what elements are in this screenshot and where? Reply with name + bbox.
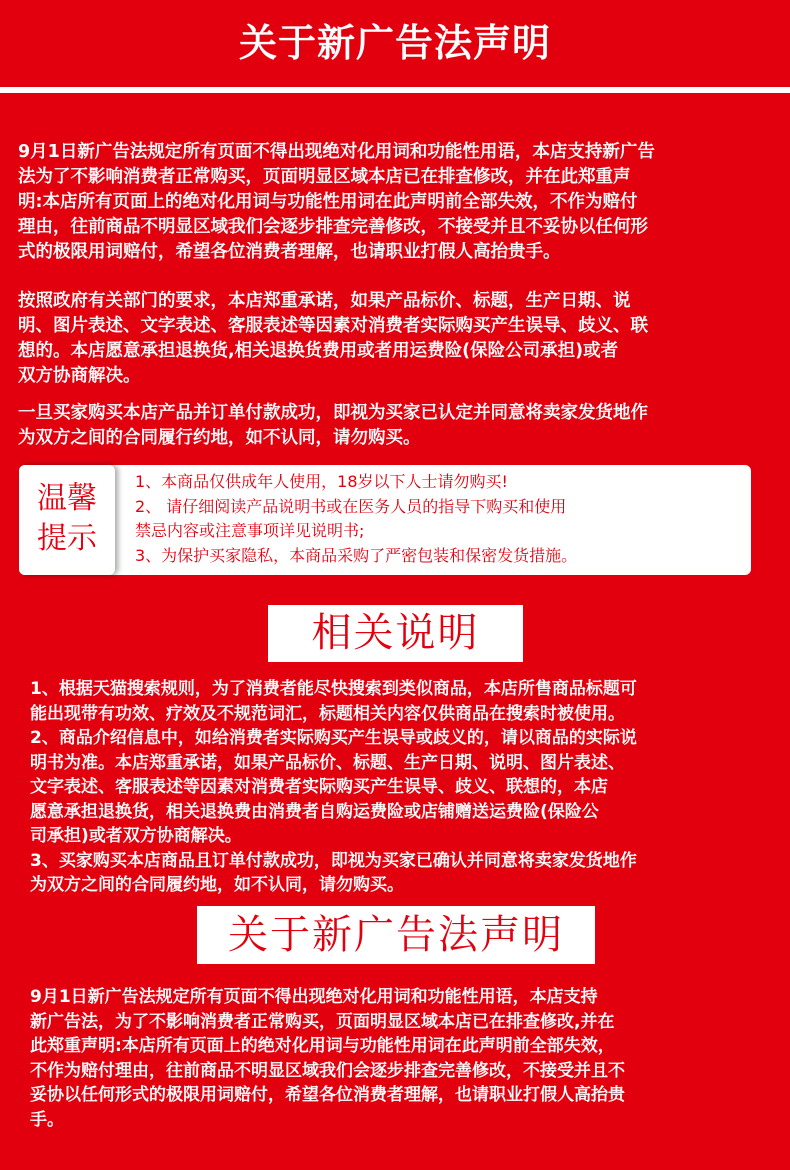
note-item: 1、根据天猫搜索规则，为了消费者能尽快搜索到类似商品，本店所售商品标题可 能出现带有功效、疗效及不规范词汇，标题相关内容仅供商品在搜索时被使用。 <box>30 679 637 724</box>
intro-paragraph-1: 9月1日新广告法规定所有页面不得出现绝对化用词和功能性用语，本店支持新广告 法为了不影响消费者正常购买，页面明显区域本店已在排查修改，并在此郑重声 明:本店所有页面上的绝对化用词与功能性用词在此声明前全部失效，不作为赔付 理由，往前商品不明显区域我们会逐步排查完善修改，不接受并且不妥协以任何形 式的极限用词赔付，希望各位消费者理解，也请职业打假人高抬贵手。 <box>18 142 655 262</box>
tip-item: 3、为保护买家隐私，本商品采购了严密包装和保密发货措施。 <box>135 545 578 565</box>
tip-item: 1、本商品仅供成年人使用，18岁以下人士请勿购买! <box>135 472 508 491</box>
title-divider <box>0 87 790 93</box>
intro-paragraph-3: 一旦买家购买本店产品并订单付款成功，即视为买家已认定并同意将卖家发货地作 为双方之间的合同履行约地，如不认同，请勿购买。 <box>18 403 648 448</box>
warm-tips-list <box>135 470 735 568</box>
note-item: 2、商品介绍信息中，如给消费者实际购买产生误导或歧义的，请以商品的实际说 明书为准。本店郑重承诺，如果产品标价、标题、生产日期、说明、图片表述、 文字表述、客服表述等因素对消费者实际购买产生误导、歧义、联想的，本店 愿意承担退换货，相关退换费由消费者自购运费险或店铺赠送运费险(保险公 司承担)或者双方协商解决。 <box>30 728 637 846</box>
note-item: 3、买家购买本店商品且订单付款成功，即视为买家已确认并同意将卖家发货地作 为双方之间的合同履约地，如不认同，请勿购买。 <box>30 850 637 895</box>
warm-tips-badge: 温馨 提示 <box>19 465 115 575</box>
statement-paragraph: 9月1日新广告法规定所有页面不得出现绝对化用词和功能性用语，本店支持 新广告法，为了不影响消费者正常购买，页面明显区域本店已在排查修改,并在 此郑重声明:本店所有页面上的绝对化用词与功能性用词在此声明前全部失效， 不作为赔付理由，往前商品不明显区域我们会逐步排查完善修改，不接受并且不 妥协以任何形式的极限用词赔付，希望各位消费者理解，也请职业打假人高抬贵 手。 <box>30 987 625 1130</box>
related-notes-heading: 相关说明 <box>268 605 523 662</box>
page-title: 关于新广告法声明 <box>238 21 551 65</box>
statement-heading: 关于新广告法声明 <box>197 906 595 964</box>
tip-item: 2、 请仔细阅读产品说明书或在医务人员的指导下购买和使用 禁忌内容或注意事项详见说明书; <box>135 496 567 540</box>
warm-tips-card <box>19 465 751 575</box>
intro-paragraph-2: 按照政府有关部门的要求，本店郑重承诺，如果产品标价、标题，生产日期、说 明、图片表述、文字表述、客服表述等因素对消费者实际购买产生误导、歧义、联 想的。本店愿意承担退换货,相关退换货费用或者用运费险(保险公司承担)或者 双方协商解决。 <box>18 291 648 386</box>
related-notes-list <box>30 677 760 898</box>
